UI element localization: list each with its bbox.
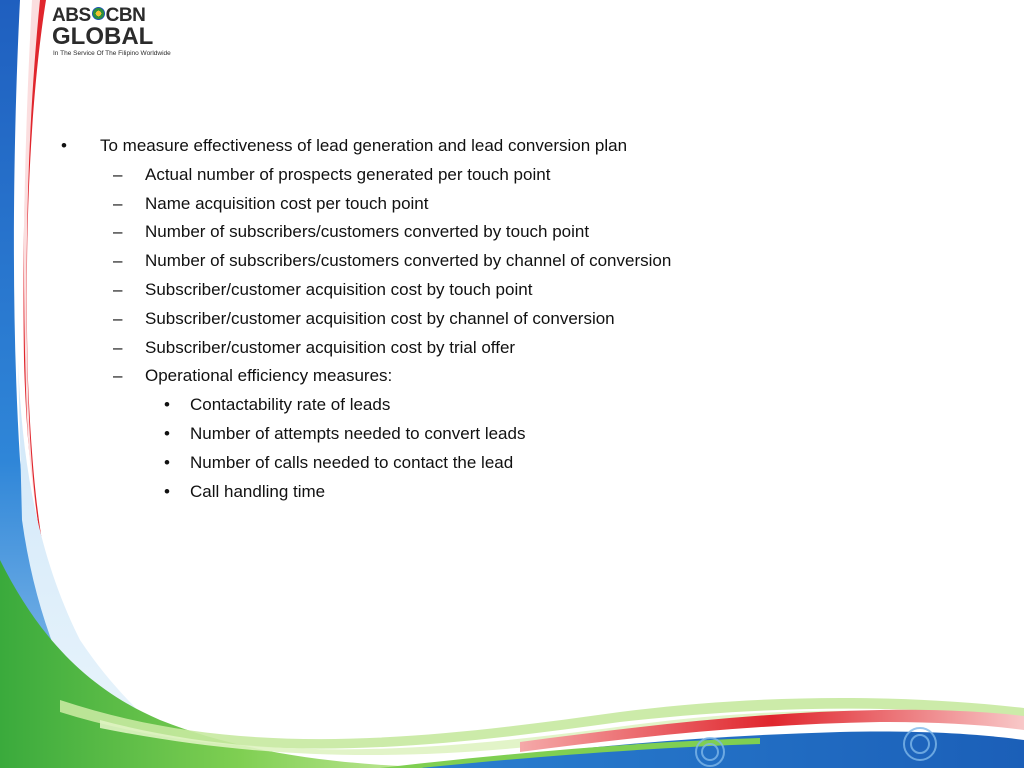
sub-bullet-item bbox=[0, 190, 900, 219]
bullet-marker: • bbox=[164, 481, 170, 501]
logo-cbn-text: CBN bbox=[105, 5, 146, 26]
abs-cbn-global-logo bbox=[52, 6, 192, 58]
sub-bullet-text: Operational efficiency measures: bbox=[145, 366, 393, 386]
dash-marker: – bbox=[113, 222, 123, 242]
dash-marker: – bbox=[113, 164, 123, 184]
bullet-marker: • bbox=[164, 452, 170, 472]
main-bullet-text: To measure effectiveness of lead generation and lead conversion plan bbox=[100, 136, 628, 155]
dash-marker: – bbox=[113, 337, 123, 357]
bullet-marker: • bbox=[61, 136, 67, 155]
bullet-list bbox=[0, 132, 900, 506]
logo-tagline: In The Service Of The Filipino Worldwide bbox=[53, 50, 171, 57]
sub-sub-bullet-text: Contactability rate of leads bbox=[190, 395, 391, 415]
sub-sub-bullet-item bbox=[0, 478, 900, 507]
bullet-marker: • bbox=[164, 395, 170, 415]
sub-bullet-item bbox=[0, 161, 900, 190]
sub-bullet-text: Number of subscribers/customers converted by channel of conversion bbox=[145, 251, 672, 271]
main-bullet-item bbox=[0, 132, 900, 161]
logo-abs-text: ABS bbox=[52, 5, 91, 26]
sub-sub-bullet-text: Number of calls needed to contact the lead bbox=[190, 452, 514, 472]
logo-global-text: GLOBAL bbox=[52, 23, 154, 50]
bullet-marker: • bbox=[164, 423, 170, 443]
sub-bullet-item bbox=[0, 305, 900, 334]
dash-marker: – bbox=[113, 193, 123, 213]
sub-bullet-text: Subscriber/customer acquisition cost by trial offer bbox=[145, 337, 516, 357]
dash-marker: – bbox=[113, 366, 123, 386]
dash-marker: – bbox=[113, 308, 123, 328]
sub-bullet-text: Actual number of prospects generated per touch point bbox=[145, 164, 551, 184]
sub-bullet-item bbox=[0, 334, 900, 363]
sub-sub-bullet-item bbox=[0, 449, 900, 478]
sub-bullet-item bbox=[0, 276, 900, 305]
sub-bullet-text: Name acquisition cost per touch point bbox=[145, 193, 429, 213]
dash-marker: – bbox=[113, 279, 123, 299]
sub-sub-bullet-item bbox=[0, 420, 900, 449]
logo-seal-icon bbox=[92, 7, 105, 20]
sub-bullet-text: Subscriber/customer acquisition cost by touch point bbox=[145, 279, 533, 299]
sub-sub-bullet-text: Call handling time bbox=[190, 481, 326, 501]
sub-sub-bullet-item bbox=[0, 391, 900, 420]
sub-bullet-text: Subscriber/customer acquisition cost by channel of conversion bbox=[145, 308, 615, 328]
sub-bullet-item bbox=[0, 362, 900, 391]
sub-bullet-text: Number of subscribers/customers converted by touch point bbox=[145, 222, 590, 242]
sub-bullet-item bbox=[0, 247, 900, 276]
sub-sub-bullet-text: Number of attempts needed to convert leads bbox=[190, 423, 526, 443]
dash-marker: – bbox=[113, 251, 123, 271]
sub-bullet-item bbox=[0, 218, 900, 247]
